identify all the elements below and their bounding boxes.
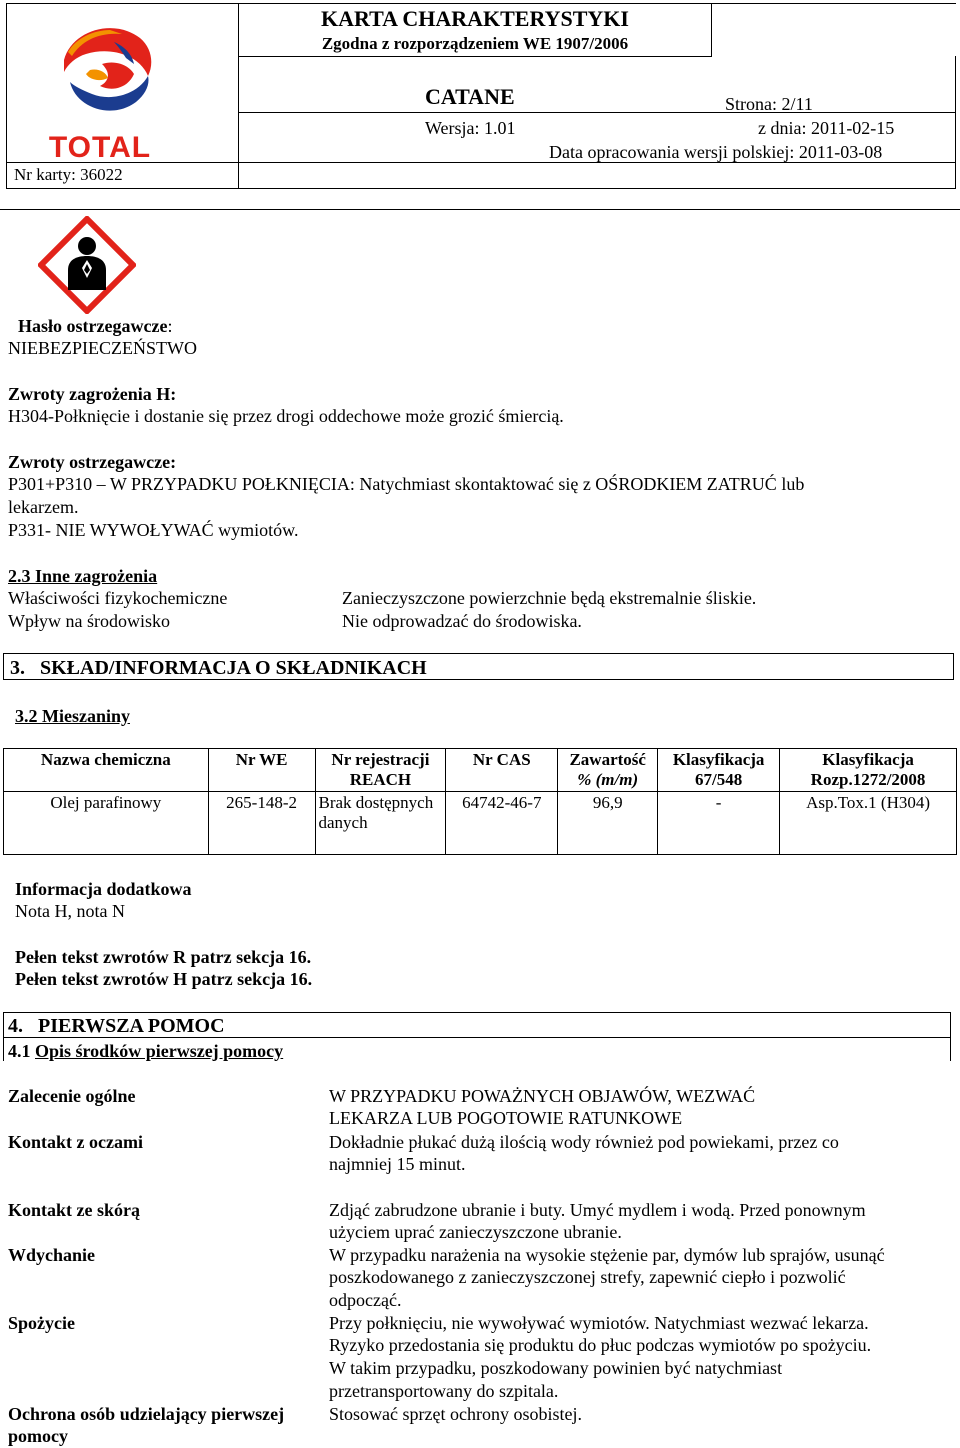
col-header-ec: Nr WE: [208, 749, 315, 792]
first-aid-text: Ryzyko przedostania się produktu do płuc podczas wymiotów po spożyciu.: [329, 1335, 872, 1355]
additional-info-text: Nota H, nota N: [15, 901, 125, 921]
col-header-class-67548: Klasyfikacja 67/548: [658, 749, 780, 792]
signal-word-label-row: [18, 315, 172, 337]
col-header-cas: Nr CAS: [446, 749, 558, 792]
section-3-header: [3, 653, 954, 680]
card-number: Nr karty: 36022: [14, 165, 123, 184]
section-4-title: 4. PIERWSZA POMOC: [8, 1015, 225, 1037]
table-header-row: [4, 749, 957, 792]
p-statements-title: Zwroty ostrzegawcze:: [8, 452, 177, 472]
p-statement-cont: lekarzem.: [8, 497, 79, 517]
signal-word-colon: :: [167, 316, 173, 336]
cell-class-1272: Asp.Tox.1 (H304): [780, 792, 957, 855]
first-aid-text: Przy połknięciu, nie wywoływać wymiotów. Natychmiast wezwać lekarza.: [329, 1313, 869, 1333]
total-logo: [42, 12, 160, 162]
page-separator: [0, 209, 960, 210]
signal-word-label: Hasło ostrzegawcze: [18, 316, 168, 336]
mixtures-subtitle: 3.2 Mieszaniny: [15, 706, 130, 726]
first-aid-label: Spożycie: [8, 1313, 75, 1333]
col-header-content-unit: % (m/m): [577, 770, 639, 789]
first-aid-subtitle-num: 4.1: [8, 1041, 35, 1061]
section-4-divider: [3, 1037, 951, 1038]
first-aid-text: Stosować sprzęt ochrony osobistej.: [329, 1404, 582, 1424]
first-aid-text: W takim przypadku, poszkodowany powinien być natychmiast: [329, 1358, 783, 1378]
first-aid-text: odpocząć.: [329, 1290, 402, 1310]
header-divider: [6, 162, 238, 163]
composition-table: [3, 748, 957, 855]
first-aid-subtitle: [8, 1040, 283, 1062]
first-aid-text: najmniej 15 minut.: [329, 1154, 466, 1174]
table-row: [4, 792, 957, 855]
first-aid-label: Wdychanie: [8, 1245, 96, 1265]
section-3-title: 3. SKŁAD/INFORMACJA O SKŁADNIKACH: [10, 657, 427, 679]
col-header-class-1272: Klasyfikacja Rozp.1272/2008: [780, 749, 957, 792]
additional-info-title: Informacja dodatkowa: [15, 879, 192, 899]
product-name: CATANE: [425, 84, 515, 109]
header-right-top-cell: [712, 3, 956, 57]
cell-name: Olej parafinowy: [4, 792, 209, 855]
first-aid-label: Kontakt ze skórą: [8, 1200, 140, 1220]
first-aid-text: W PRZYPADKU POWAŻNYCH OBJAWÓW, WEZWAĆ: [329, 1086, 756, 1106]
cell-class-67548: -: [658, 792, 780, 855]
document-subtitle: Zgodna z rozporządzeniem WE 1907/2006: [321, 34, 629, 53]
version: Wersja: 1.01: [425, 118, 516, 138]
p-statement: P301+P310 – W PRZYPADKU POŁKNIĘCIA: Natychmiast skontaktować się z OŚRODKIEM ZATRUĆ lub: [8, 474, 805, 494]
col-header-reach: Nr rejestracji REACH: [315, 749, 446, 792]
first-aid-text: Zdjąć zabrudzone ubranie i buty. Umyć mydlem i wodą. Przed ponownym: [329, 1200, 866, 1220]
polish-version-date: Data opracowania wersji polskiej: 2011-03-08: [549, 142, 883, 162]
full-r-text-note: Pełen tekst zwrotów R patrz sekcja 16.: [15, 947, 312, 967]
first-aid-text: poszkodowanego z zanieczyszczonej strefy, zapewnić ciepło i pozwolić: [329, 1267, 846, 1287]
first-aid-label: Kontakt z oczami: [8, 1132, 143, 1152]
first-aid-text: przetransportowany do szpitala.: [329, 1381, 559, 1401]
other-hazard-label: Właściwości fizykochemiczne: [8, 588, 228, 608]
health-hazard-pictogram-icon: [38, 216, 136, 314]
first-aid-text: użyciem uprać zanieczyszczone ubranie.: [329, 1222, 622, 1242]
cell-reach: Brak dostępnych danych: [315, 792, 446, 855]
other-hazard-label: Wpływ na środowisko: [8, 611, 170, 631]
first-aid-subtitle-text: Opis środków pierwszej pomocy: [35, 1041, 284, 1061]
first-aid-text: W przypadku narażenia na wysokie stężenie par, dymów lub sprajów, usunąć: [329, 1245, 885, 1265]
col-header-content-label: Zawartość: [569, 750, 646, 769]
col-header-name: Nazwa chemiczna: [4, 749, 209, 792]
h-statement: H304-Połknięcie i dostanie się przez drogi oddechowe może grozić śmiercią.: [8, 406, 564, 426]
cell-content: 96,9: [558, 792, 658, 855]
first-aid-label-cont: pomocy: [8, 1426, 68, 1446]
first-aid-label: Ochrona osób udzielający pierwszej: [8, 1404, 285, 1424]
other-hazard-value: Zanieczyszczone powierzchnie będą ekstremalnie śliskie.: [342, 588, 757, 608]
document-title: KARTA CHARAKTERYSTYKI: [321, 6, 629, 31]
header-divider: [238, 112, 956, 113]
h-statements-title: Zwroty zagrożenia H:: [8, 384, 177, 404]
version-date: z dnia: 2011-02-15: [758, 118, 895, 138]
section-4-header: [3, 1012, 951, 1038]
total-logo-text: TOTAL: [48, 131, 152, 162]
section-4-left-border: [3, 1037, 4, 1061]
cell-cas: 64742-46-7: [446, 792, 558, 855]
col-header-content: [558, 749, 658, 792]
p-statement: P331- NIE WYWOŁYWAĆ wymiotów.: [8, 520, 299, 540]
full-h-text-note: Pełen tekst zwrotów H patrz sekcja 16.: [15, 969, 313, 989]
first-aid-text: Dokładnie płukać dużą ilością wody również pod powiekami, przez co: [329, 1132, 839, 1152]
other-hazard-value: Nie odprowadzać do środowiska.: [342, 611, 582, 631]
section-4-right-border: [950, 1037, 951, 1061]
other-hazards-title: 2.3 Inne zagrożenia: [8, 566, 158, 586]
signal-word: NIEBEZPIECZEŃSTWO: [8, 338, 197, 358]
page-number: Strona: 2/11: [725, 94, 813, 114]
first-aid-text: LEKARZA LUB POGOTOWIE RATUNKOWE: [329, 1108, 683, 1128]
first-aid-label: Zalecenie ogólne: [8, 1086, 136, 1106]
cell-ec: 265-148-2: [208, 792, 315, 855]
